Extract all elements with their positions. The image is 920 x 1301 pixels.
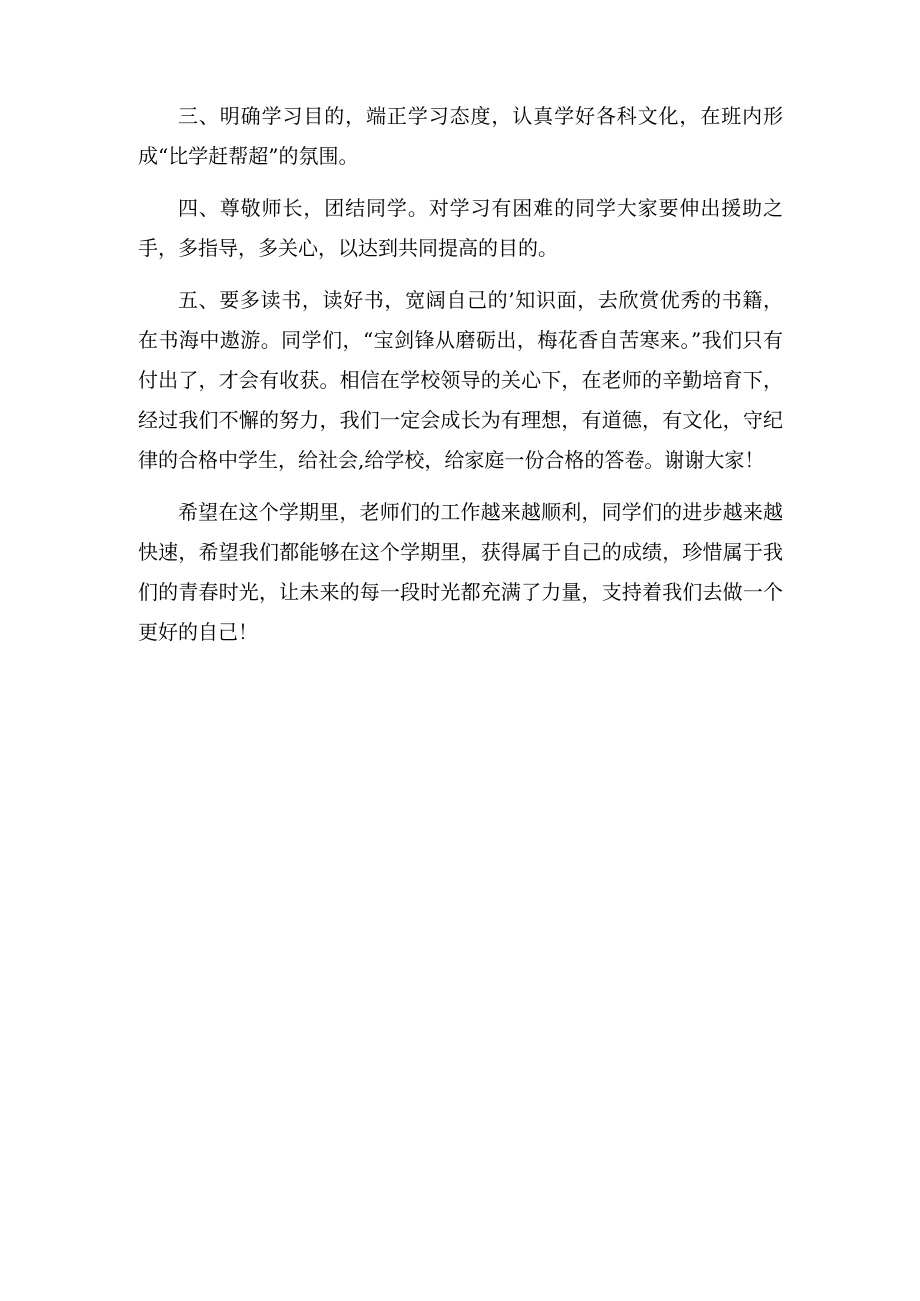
paragraph-four: 四、尊敬师长，团结同学。对学习有困难的同学大家要伸出援助之手，多指导，多关心，以达到共同提高的目的。	[138, 196, 783, 260]
paragraph-three: 三、明确学习目的，端正学习态度，认真学好各科文化，在班内形成“比学赶帮超”的氛围。	[138, 104, 783, 168]
paragraph-five: 五、要多读书，读好书，宽阔自己的’知识面，去欣赏优秀的书籍，在书海中遨游。同学们，“宝剑锋从磨砺出，梅花香自苦寒来。”我们只有付出了，才会有收获。相信在学校领导的关心下，在老师的辛勤培育下，经过我们不懈的努力，我们一定会成长为有理想，有道德，有文化，守纪律的合格中学生，给社会,给学校，给家庭一份合格的答卷。谢谢大家！	[138, 288, 783, 472]
document-page	[138, 96, 783, 664]
paragraph-closing: 希望在这个学期里，老师们的工作越来越顺利，同学们的进步越来越快速，希望我们都能够在这个学期里，获得属于自己的成绩，珍惜属于我们的青春时光，让未来的每一段时光都充满了力量，支持着我们去做一个更好的自己！	[138, 500, 783, 644]
